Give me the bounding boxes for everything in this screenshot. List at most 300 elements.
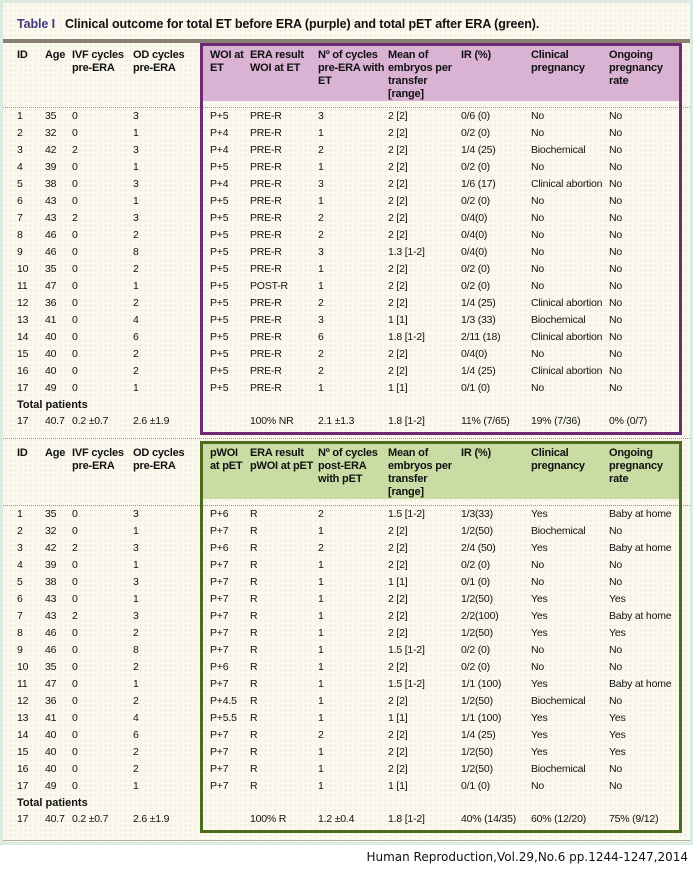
cell: No bbox=[531, 161, 545, 173]
total-cell: 100% R bbox=[250, 813, 287, 825]
cell: 1/2(50) bbox=[461, 525, 493, 537]
cell: 1 bbox=[133, 280, 139, 292]
cell: No bbox=[609, 110, 623, 122]
cell: 0 bbox=[72, 508, 78, 520]
cell: 1 bbox=[318, 695, 324, 707]
column-header: IVF cycles pre-ERA bbox=[72, 447, 124, 472]
cell: Yes bbox=[531, 627, 548, 639]
cell: P+6 bbox=[210, 542, 229, 554]
cell: No bbox=[531, 348, 545, 360]
cell: 43 bbox=[45, 610, 57, 622]
cell: PRE-R bbox=[250, 331, 282, 343]
cell: R bbox=[250, 559, 258, 571]
cell: R bbox=[250, 678, 258, 690]
table-caption: Clinical outcome for total ET before ERA (purple) and total pET after ERA (green). bbox=[64, 17, 540, 31]
cell: 2 bbox=[133, 229, 139, 241]
cell: R bbox=[250, 644, 258, 656]
cell: 1 [1] bbox=[388, 382, 408, 394]
total-cell: 75% (9/12) bbox=[609, 813, 659, 825]
cell: P+5 bbox=[210, 246, 229, 258]
table-row bbox=[3, 591, 690, 608]
total-cell: 1.2 ±0.4 bbox=[318, 813, 355, 825]
cell: 40 bbox=[45, 331, 57, 343]
cell: PRE-R bbox=[250, 365, 282, 377]
cell: 2 [2] bbox=[388, 161, 408, 173]
cell: 1 bbox=[318, 627, 324, 639]
cell: P+7 bbox=[210, 678, 229, 690]
cell: P+5 bbox=[210, 314, 229, 326]
cell: 2 bbox=[72, 212, 78, 224]
cell: 1 bbox=[318, 127, 324, 139]
cell: 1 bbox=[133, 161, 139, 173]
cell: 0/2 (0) bbox=[461, 644, 490, 656]
total-cell: 17 bbox=[17, 813, 29, 825]
cell: P+5 bbox=[210, 229, 229, 241]
cell: 3 bbox=[133, 110, 139, 122]
cell: R bbox=[250, 508, 258, 520]
cell: 0 bbox=[72, 246, 78, 258]
column-header: Mean of embryos per transfer [range] bbox=[388, 43, 461, 101]
table-row bbox=[3, 676, 690, 693]
cell: 1 bbox=[318, 280, 324, 292]
column-header: Ongoing pregnancy rate bbox=[609, 441, 682, 499]
cell: 2 bbox=[133, 365, 139, 377]
cell: Yes bbox=[531, 542, 548, 554]
cell: 3 bbox=[133, 212, 139, 224]
cell: 1/2(50) bbox=[461, 746, 493, 758]
cell: Baby at home bbox=[609, 678, 672, 690]
column-header: IR (%) bbox=[461, 43, 531, 101]
total-cell: 0% (0/7) bbox=[609, 415, 648, 427]
cell: 1 bbox=[133, 195, 139, 207]
cell: 46 bbox=[45, 246, 57, 258]
cell: R bbox=[250, 627, 258, 639]
total-cell: 100% NR bbox=[250, 415, 294, 427]
cell: 2/2(100) bbox=[461, 610, 499, 622]
cell: 0/2 (0) bbox=[461, 661, 490, 673]
cell: 2 bbox=[318, 144, 324, 156]
cell: 35 bbox=[45, 661, 57, 673]
header-row bbox=[3, 441, 690, 499]
cell: 2 bbox=[318, 729, 324, 741]
table-row bbox=[3, 693, 690, 710]
cell: R bbox=[250, 729, 258, 741]
cell: 10 bbox=[17, 263, 29, 275]
cell: 0/4(0) bbox=[461, 246, 488, 258]
cell: No bbox=[531, 263, 545, 275]
cell: 9 bbox=[17, 644, 23, 656]
cell: 1.8 [1-2] bbox=[388, 331, 425, 343]
cell: 1 bbox=[17, 110, 23, 122]
table-row bbox=[3, 506, 690, 523]
cell: No bbox=[609, 314, 623, 326]
cell: 1/4 (25) bbox=[461, 297, 496, 309]
cell: Clinical abortion bbox=[531, 178, 603, 190]
cell: P+6 bbox=[210, 661, 229, 673]
cell: No bbox=[531, 229, 545, 241]
table-row bbox=[3, 244, 690, 261]
cell: 0/4(0) bbox=[461, 348, 488, 360]
total-cell: 11% (7/65) bbox=[461, 415, 510, 427]
cell: 0/2 (0) bbox=[461, 127, 490, 139]
cell: Biochemical bbox=[531, 763, 586, 775]
cell: 8 bbox=[17, 229, 23, 241]
cell: 2 bbox=[318, 542, 324, 554]
cell: 3 bbox=[17, 144, 23, 156]
cell: 43 bbox=[45, 195, 57, 207]
table-row bbox=[3, 363, 690, 380]
cell: 9 bbox=[17, 246, 23, 258]
cell: Yes bbox=[531, 746, 548, 758]
cell: 1 bbox=[318, 161, 324, 173]
cell: R bbox=[250, 712, 258, 724]
cell: No bbox=[609, 280, 623, 292]
cell: 49 bbox=[45, 780, 57, 792]
cell: 1 [1] bbox=[388, 780, 408, 792]
cell: 2 [2] bbox=[388, 280, 408, 292]
cell: 0 bbox=[72, 644, 78, 656]
cell: P+5 bbox=[210, 212, 229, 224]
cell: 2 [2] bbox=[388, 610, 408, 622]
table-row bbox=[3, 557, 690, 574]
table-row bbox=[3, 108, 690, 125]
table-title bbox=[3, 13, 690, 31]
cell: No bbox=[609, 382, 623, 394]
cell: 2 [2] bbox=[388, 127, 408, 139]
cell: 1 bbox=[318, 263, 324, 275]
cell: P+7 bbox=[210, 610, 229, 622]
cell: Yes bbox=[531, 678, 548, 690]
table-row bbox=[3, 778, 690, 795]
table-row bbox=[3, 744, 690, 761]
cell: 2 bbox=[133, 297, 139, 309]
cell: P+4 bbox=[210, 178, 229, 190]
cell: 2 bbox=[318, 297, 324, 309]
cell: 1/1 (100) bbox=[461, 678, 502, 690]
cell: 3 bbox=[318, 110, 324, 122]
total-cell: 40% (14/35) bbox=[461, 813, 517, 825]
cell: 1 bbox=[133, 127, 139, 139]
cell: 38 bbox=[45, 576, 57, 588]
table-row bbox=[3, 761, 690, 778]
cell: 5 bbox=[17, 178, 23, 190]
cell: 32 bbox=[45, 127, 57, 139]
total-cell: 0.2 ±0.7 bbox=[72, 813, 109, 825]
cell: 2 bbox=[133, 695, 139, 707]
cell: 0 bbox=[72, 678, 78, 690]
cell: 2/4 (50) bbox=[461, 542, 496, 554]
cell: 2 bbox=[133, 763, 139, 775]
cell: 43 bbox=[45, 593, 57, 605]
cell: 1 bbox=[318, 576, 324, 588]
cell: 38 bbox=[45, 178, 57, 190]
total-cell: 1.8 [1-2] bbox=[388, 415, 425, 427]
cell: Baby at home bbox=[609, 508, 672, 520]
cell: 0 bbox=[72, 127, 78, 139]
cell: 2 [2] bbox=[388, 110, 408, 122]
cell: 1 [1] bbox=[388, 314, 408, 326]
cell: 2 bbox=[133, 263, 139, 275]
cell: 2 bbox=[318, 229, 324, 241]
cell: 0/1 (0) bbox=[461, 576, 490, 588]
cell: 0/6 (0) bbox=[461, 110, 490, 122]
cell: No bbox=[609, 144, 623, 156]
cell: 10 bbox=[17, 661, 29, 673]
column-header: Age bbox=[45, 49, 66, 61]
table-row bbox=[3, 727, 690, 744]
cell: 1 [1] bbox=[388, 712, 408, 724]
cell: No bbox=[531, 382, 545, 394]
cell: 1 bbox=[133, 593, 139, 605]
cell: 0 bbox=[72, 178, 78, 190]
cell: 3 bbox=[133, 508, 139, 520]
table-row bbox=[3, 642, 690, 659]
cell: 2 bbox=[133, 746, 139, 758]
table-pre-era bbox=[3, 43, 690, 435]
cell: 2 bbox=[17, 525, 23, 537]
cell: 13 bbox=[17, 712, 29, 724]
cell: 2/11 (18) bbox=[461, 331, 501, 343]
total-cell: 40.7 bbox=[45, 415, 65, 427]
cell: 0 bbox=[72, 382, 78, 394]
cell: 0 bbox=[72, 780, 78, 792]
cell: 42 bbox=[45, 542, 57, 554]
cell: 1.5 [1-2] bbox=[388, 644, 425, 656]
table-row bbox=[3, 346, 690, 363]
cell: R bbox=[250, 695, 258, 707]
cell: 0 bbox=[72, 695, 78, 707]
cell: 0 bbox=[72, 729, 78, 741]
cell: P+5 bbox=[210, 263, 229, 275]
cell: R bbox=[250, 746, 258, 758]
column-header: IR (%) bbox=[461, 441, 531, 499]
cell: 2 [2] bbox=[388, 593, 408, 605]
cell: P+4 bbox=[210, 144, 229, 156]
table-row bbox=[3, 278, 690, 295]
cell: 1 bbox=[318, 712, 324, 724]
cell: 1 bbox=[133, 559, 139, 571]
cell: 0/2 (0) bbox=[461, 559, 490, 571]
cell: 39 bbox=[45, 161, 57, 173]
cell: 1 bbox=[318, 644, 324, 656]
total-cell: 0.2 ±0.7 bbox=[72, 415, 109, 427]
cell: P+7 bbox=[210, 593, 229, 605]
cell: 0 bbox=[72, 763, 78, 775]
cell: No bbox=[531, 661, 545, 673]
cell: R bbox=[250, 661, 258, 673]
cell: R bbox=[250, 763, 258, 775]
cell: No bbox=[609, 780, 623, 792]
table-row bbox=[3, 210, 690, 227]
cell: 39 bbox=[45, 559, 57, 571]
cell: 8 bbox=[133, 644, 139, 656]
cell: P+7 bbox=[210, 729, 229, 741]
cell: 4 bbox=[17, 161, 23, 173]
cell: 2 [2] bbox=[388, 195, 408, 207]
cell: 2 [2] bbox=[388, 542, 408, 554]
cell: 1 bbox=[133, 525, 139, 537]
cell: P+7 bbox=[210, 525, 229, 537]
total-cell: 60% (12/20) bbox=[531, 813, 587, 825]
cell: Yes bbox=[609, 627, 626, 639]
cell: 2 [2] bbox=[388, 559, 408, 571]
cell: 46 bbox=[45, 229, 57, 241]
cell: P+4 bbox=[210, 127, 229, 139]
cell: 0 bbox=[72, 161, 78, 173]
cell: 11 bbox=[17, 678, 28, 690]
cell: No bbox=[609, 229, 623, 241]
total-cell: 2.6 ±1.9 bbox=[133, 415, 170, 427]
cell: 0/1 (0) bbox=[461, 780, 490, 792]
column-header: Clinical pregnancy bbox=[531, 441, 609, 499]
total-cell: 17 bbox=[17, 415, 29, 427]
cell: 1/2(50) bbox=[461, 763, 493, 775]
cell: No bbox=[609, 127, 623, 139]
cell: 1 bbox=[318, 195, 324, 207]
column-header: ID bbox=[17, 49, 28, 61]
cell: 6 bbox=[17, 195, 23, 207]
cell: 2 [2] bbox=[388, 525, 408, 537]
cell: PRE-R bbox=[250, 127, 282, 139]
cell: 2 bbox=[318, 348, 324, 360]
cell: PRE-R bbox=[250, 161, 282, 173]
cell: Baby at home bbox=[609, 610, 672, 622]
header-row bbox=[3, 43, 690, 101]
cell: 2 bbox=[318, 212, 324, 224]
total-row bbox=[3, 811, 690, 828]
cell: 0 bbox=[72, 280, 78, 292]
table-row bbox=[3, 193, 690, 210]
cell: 3 bbox=[133, 576, 139, 588]
cell: 1/2(50) bbox=[461, 627, 493, 639]
cell: 40 bbox=[45, 763, 57, 775]
cell: 1/2(50) bbox=[461, 695, 493, 707]
cell: 36 bbox=[45, 695, 57, 707]
table-row bbox=[3, 574, 690, 591]
cell: 0 bbox=[72, 712, 78, 724]
cell: P+7 bbox=[210, 746, 229, 758]
cell: 1 bbox=[318, 746, 324, 758]
cell: No bbox=[531, 780, 545, 792]
column-header: WOI at ET bbox=[200, 43, 250, 101]
cell: 2 bbox=[72, 542, 78, 554]
cell: No bbox=[609, 576, 623, 588]
cell: 0 bbox=[72, 263, 78, 275]
cell: 2 [2] bbox=[388, 695, 408, 707]
cell: P+7 bbox=[210, 763, 229, 775]
table-row bbox=[3, 142, 690, 159]
table-body bbox=[3, 108, 690, 397]
cell: No bbox=[609, 331, 623, 343]
cell: 1 bbox=[318, 382, 324, 394]
cell: 1/2(50) bbox=[461, 593, 493, 605]
total-cell: 40.7 bbox=[45, 813, 65, 825]
table-row bbox=[3, 159, 690, 176]
cell: 1 bbox=[318, 593, 324, 605]
cell: No bbox=[609, 525, 623, 537]
column-header: Ongoing pregnancy rate bbox=[609, 43, 682, 101]
cell: 14 bbox=[17, 331, 29, 343]
cell: 4 bbox=[133, 712, 139, 724]
cell: PRE-R bbox=[250, 178, 282, 190]
cell: R bbox=[250, 525, 258, 537]
cell: 2 bbox=[72, 144, 78, 156]
cell: No bbox=[609, 178, 623, 190]
cell: No bbox=[531, 110, 545, 122]
cell: 2 [2] bbox=[388, 627, 408, 639]
total-row bbox=[3, 413, 690, 430]
cell: No bbox=[609, 644, 623, 656]
cell: 8 bbox=[133, 246, 139, 258]
cell: R bbox=[250, 576, 258, 588]
cell: 1 [1] bbox=[388, 576, 408, 588]
total-patients-label: Total patients bbox=[17, 399, 88, 411]
cell: 12 bbox=[17, 297, 29, 309]
cell: 0 bbox=[72, 559, 78, 571]
cell: 1 bbox=[133, 382, 139, 394]
table-row bbox=[3, 625, 690, 642]
total-cell: 1.8 [1-2] bbox=[388, 813, 425, 825]
cell: 16 bbox=[17, 763, 29, 775]
cell: 2 [2] bbox=[388, 661, 408, 673]
cell: P+5 bbox=[210, 297, 229, 309]
cell: 2 [2] bbox=[388, 746, 408, 758]
cell: R bbox=[250, 593, 258, 605]
cell: 2 bbox=[318, 508, 324, 520]
cell: No bbox=[609, 263, 623, 275]
cell: PRE-R bbox=[250, 195, 282, 207]
cell: P+7 bbox=[210, 627, 229, 639]
cell: P+5 bbox=[210, 331, 229, 343]
cell: R bbox=[250, 610, 258, 622]
cell: 7 bbox=[17, 610, 23, 622]
column-header: Nº of cycles post-ERA with pET bbox=[318, 441, 388, 499]
cell: 49 bbox=[45, 382, 57, 394]
cell: Biochemical bbox=[531, 144, 586, 156]
column-header: OD cycles pre-ERA bbox=[133, 49, 185, 74]
cell: 15 bbox=[17, 746, 29, 758]
cell: 2 [2] bbox=[388, 178, 408, 190]
column-header: ID bbox=[17, 447, 28, 459]
cell: 0 bbox=[72, 195, 78, 207]
cell: 1 bbox=[318, 610, 324, 622]
cell: 0 bbox=[72, 297, 78, 309]
cell: Clinical abortion bbox=[531, 331, 603, 343]
cell: 0 bbox=[72, 576, 78, 588]
cell: 46 bbox=[45, 627, 57, 639]
cell: 1 bbox=[133, 780, 139, 792]
cell: 1 bbox=[318, 661, 324, 673]
cell: 40 bbox=[45, 729, 57, 741]
cell: 8 bbox=[17, 627, 23, 639]
cell: 0 bbox=[72, 746, 78, 758]
cell: 0 bbox=[72, 110, 78, 122]
cell: P+7 bbox=[210, 644, 229, 656]
cell: 3 bbox=[133, 144, 139, 156]
cell: 47 bbox=[45, 678, 57, 690]
total-cell: 2.6 ±1.9 bbox=[133, 813, 170, 825]
cell: 2 [2] bbox=[388, 144, 408, 156]
cell: No bbox=[609, 365, 623, 377]
cell: 0 bbox=[72, 365, 78, 377]
cell: P+7 bbox=[210, 576, 229, 588]
table-row bbox=[3, 227, 690, 244]
cell: 36 bbox=[45, 297, 57, 309]
cell: 1 bbox=[318, 559, 324, 571]
cell: PRE-R bbox=[250, 263, 282, 275]
cell: PRE-R bbox=[250, 297, 282, 309]
table-row bbox=[3, 523, 690, 540]
